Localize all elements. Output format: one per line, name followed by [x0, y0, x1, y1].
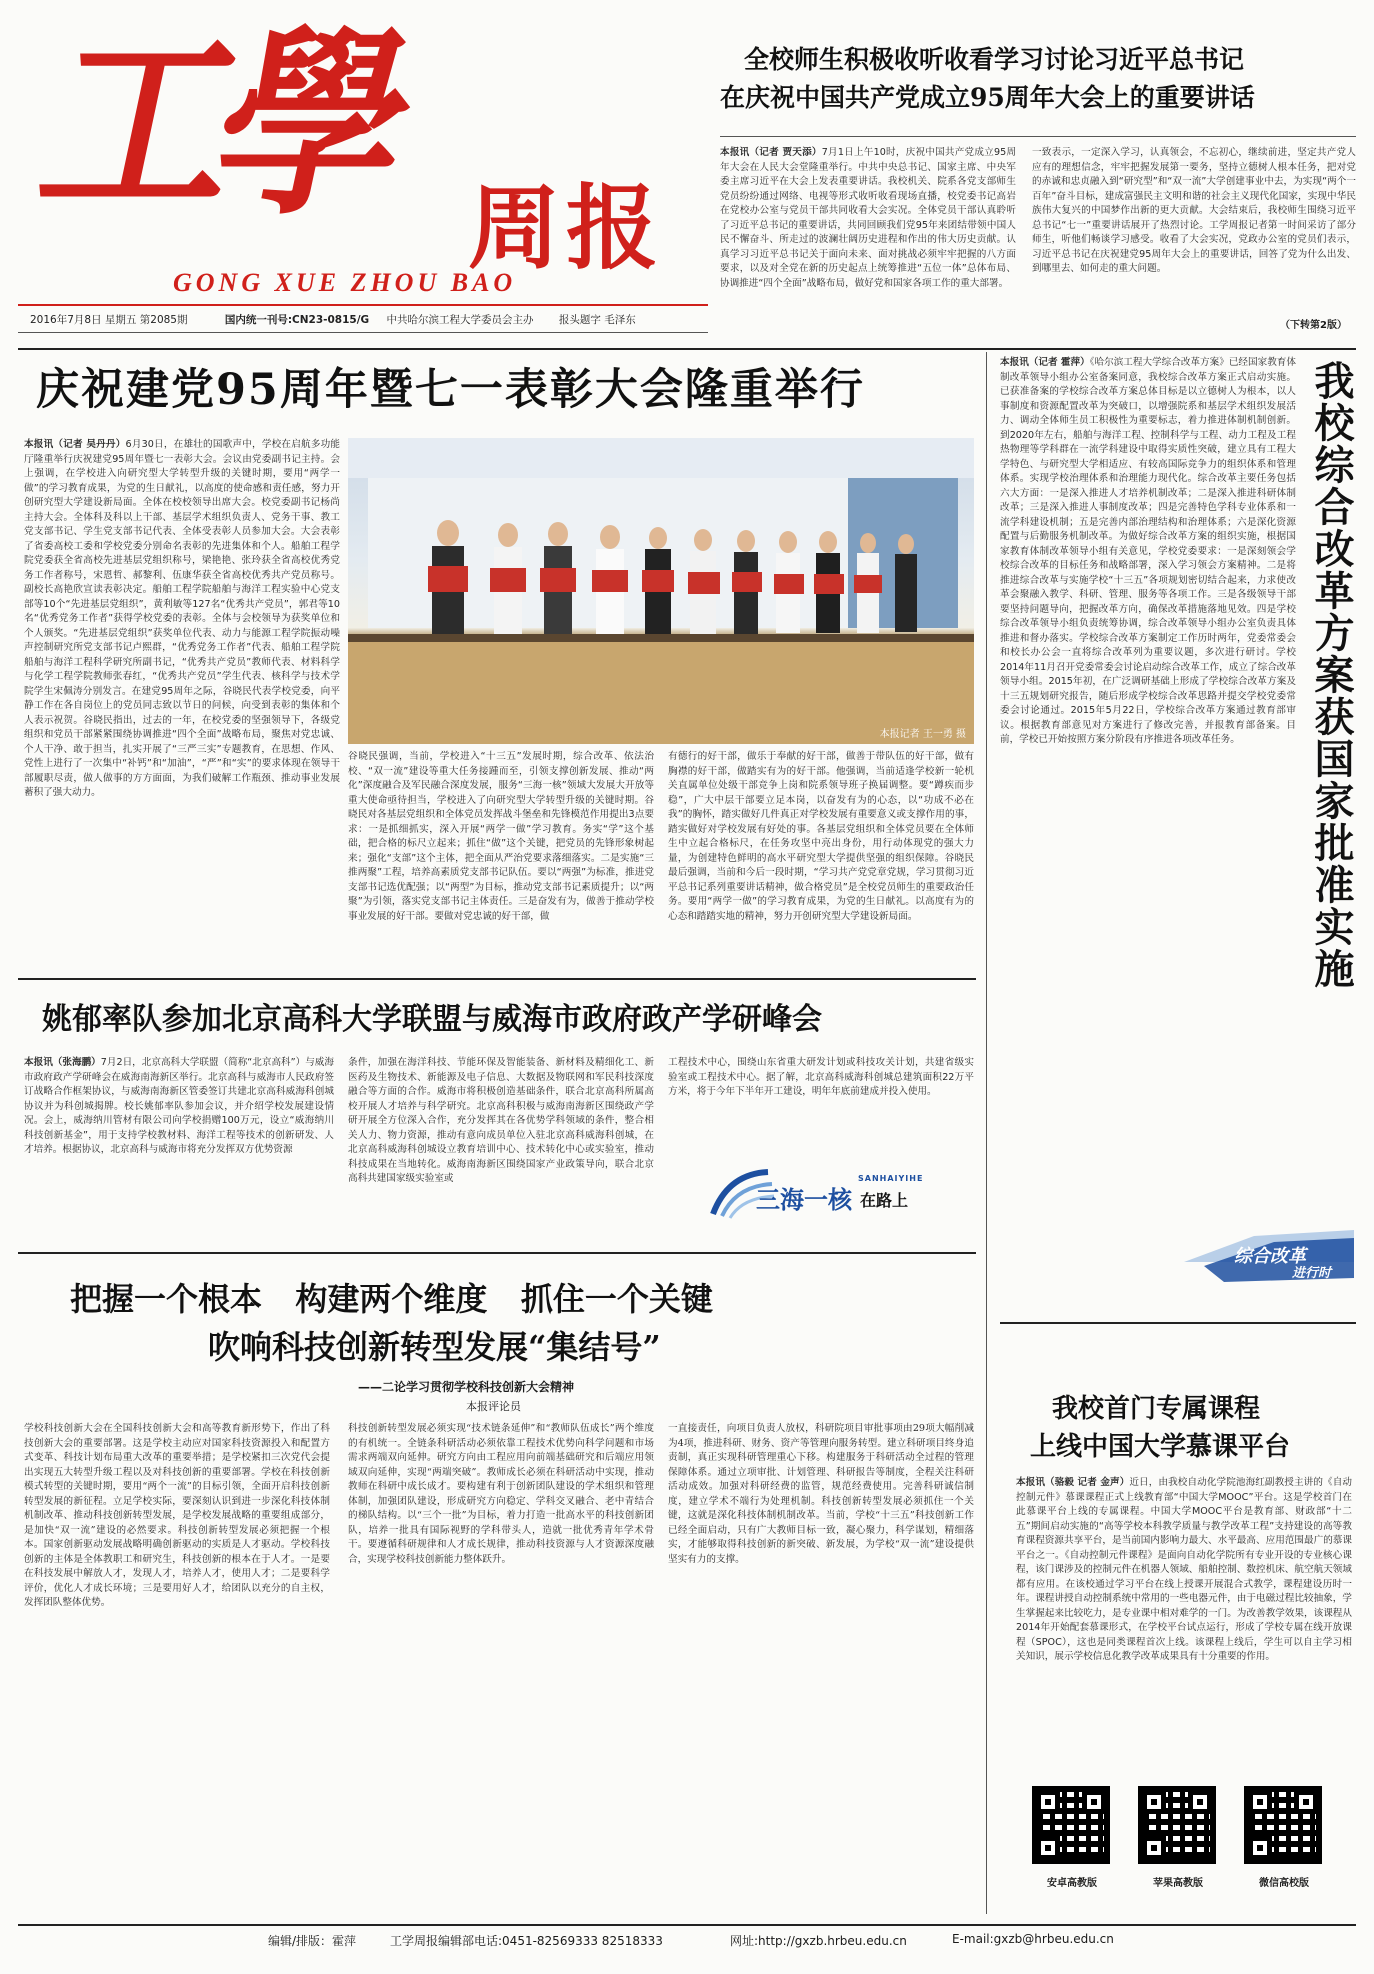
- story-3-col-mid: [348, 1056, 654, 1242]
- story-2-col-right: [668, 750, 974, 968]
- qr-label-android: 安卓高教版: [1047, 1878, 1097, 1889]
- editorial-col-1: [24, 1422, 330, 1912]
- story-3-byline: 本报讯（张海鹏）: [24, 1057, 101, 1068]
- qr-block-wechat[interactable]: [1240, 1786, 1328, 1898]
- story-2-text-left: 6月30日，在雄壮的国歌声中，学校在启航多功能厅隆重举行庆祝建党95周年暨七一表彰大会。会议由党委副书记主持。会上强调，在学校进入向研究型大学转型升级的关键时期，要用“两学一做”的学习教育成果，为党的生日献礼，以高度的使命感和责任感，努力开创研究型大学建设新局面。全体在校校领导出席大会。校党委副书记杨尚主持大会。全体科及科以上干部、基层学术组织负责人、党务干事、教工党支部书记、学生党支部书记代表、全体受表彰人员参加大会。大会表彰了省委高校工委和学校党委分别命名表彰的先进集体和个人。船舶工程学院党委获全省高校先进基层党组织称号，梁艳艳、张玲获全省高校优秀党务工作者称号，宋恩哲、郝黎利、伍康华获全省高校优秀共产党员称号。副校长高艳欣宣读表彰决定。船舶工程学院船舶与海洋工程实验中心党支部等10个“先进基层党组织”，黄利敏等127名“优秀共产党员”，郭君等10名“优秀党务工作者”获得学校党委的表彰。全体与会校领导为获奖单位和个人颁奖。“先进基层党组织”获奖单位代表、动力与能源工程学院振动噪声控制研究所党支部书记卢熙群，“优秀党务工作者”代表、船舶工程学院船舶与海洋工程科学研究所副书记，“优秀共产党员”教师代表、材料科学与化学工程学院教师张春红，“优秀共产党员”学生代表、核科学与技术学院学生宋佩涛分别发言。在建党95周年之际，谷晓民代表学校党委，向平静工作在各自岗位上的党员同志致以节日的问候，向受到表彰的集体和个人表示祝贺。谷晓民指出，过去的一年，在校党委的坚强领导下，各级党组织和党员干部紧紧围绕协调推进“四个全面”战略布局，聚焦对党忠诚、个人干净、敢于担当，扎实开展了“三严三实”专题教育，在思想、作风、党性上进行了一次集中“补钙”和“加油”，“严”和“实”的要求体现在领导干部履职尽责，做人做事的方方面面，为我们破解工作瓶颈、推动事业发展蓄积了强大动力。: [24, 439, 340, 798]
- sidebar-text: [1000, 356, 1296, 1268]
- top-story-rule: [720, 136, 1356, 137]
- mooc-headline-2: 上线中国大学慕课平台: [1030, 1432, 1291, 1462]
- qr-block-ios[interactable]: [1134, 1786, 1222, 1898]
- mooc-story: [1000, 1326, 1356, 1916]
- sidebar-headline: 我校综合改革方案获国家批准实施: [1308, 360, 1355, 990]
- story-2-headline: 庆祝建党95周年暨七一表彰大会隆重举行: [36, 365, 865, 415]
- qr-label-ios: 苹果高教版: [1153, 1878, 1203, 1889]
- top-story-text-2: 一致表示，一定深入学习，认真领会，不忘初心，继续前进，坚定共产党人应有的理想信念，牢牢把握发展第一要务，坚持立德树人根本任务，把对党的赤诚和忠贞融入到“研究型”和“双一流”大学创建事业中去，为实现“两个一百年”奋斗目标，建成富强民主文明和谐的社会主义现代化国家，实现中华民族伟大复兴的中国梦作出新的更大贡献。大会结束后，我校师生围绕习近平总书记“七一”重要讲话展开了热烈讨论。工学周报记者第一时间采访了部分师生，听他们畅谈学习感受。收看了大会实况，党政办公室的党员们表示，习近平总书记在庆祝建党95周年大会上的重要讲话，回答了党为什么出发、到哪里去、如何走的重大问题。: [1032, 147, 1356, 274]
- story-3-text-right: 工程技术中心，围绕山东省重大研发计划或科技攻关计划，共建省级实验室或工程技术中心。据了解，北京高科威海科创城总建筑面积22万平方米，将于今年下半年开工建设，明年年底前建成并投入使用。: [668, 1057, 974, 1097]
- top-story-col-2: [1032, 146, 1356, 306]
- masthead: [18, 7, 708, 338]
- footer: [18, 1932, 1356, 1956]
- top-story-continued: （下转第2版）: [1280, 320, 1347, 331]
- editorial-headline-1: 把握一个根本 构建两个维度 抓住一个关键: [70, 1280, 713, 1318]
- sidebar-vertical-rule: [986, 352, 987, 1914]
- story-3-text-mid: 条件，加强在海洋科技、节能环保及智能装备、新材料及精细化工、新医药及生物技术、新能源及电子信息、大数据及物联网和军民科技深度融合等方面的合作。威海市将积极创造基础条件，联合北京高科所属高校开展人才培养与科学研究。北京高科积极与威海南海新区围绕政产学研开展全方位深入合作，充分发挥其在各优势学科领域的条件，整合相关人力、物力资源，推动有意向成员单位入驻北京高科威海科创城，在北京高科威海科创城设立教育培训中心、技术转化中心或实验室，推动科技成果在当地转化。威海南海新区围绕国家产业政策导向，联合北京高科共建国家级实验室或: [348, 1057, 654, 1184]
- editorial-col-3: [668, 1422, 974, 1912]
- masthead-bottom-rule: [18, 332, 708, 333]
- top-story-text-1: 7月1日上午10时，庆祝中国共产党成立95周年大会在人民大会堂隆重举行。中共中央总书记、国家主席、中央军委主席习近平在大会上发表重要讲话。我校机关、院系各党支部师生党员纷纷通过网络、电视等形式收听收看现场直播，校党委书记高岩在党校办公室与党员干部共同收看大会实况。全体党员干部认真聆听了习近平总书记的重要讲话，共同回顾我们党95年来团结带领中国人民不懈奋斗、所走过的波澜壮阔历史进程和作出的伟大历史贡献。认真学习习近平总书记关于面向未来、面对挑战必须牢牢把握的八方面要求，以及对全党在新的历史起点上统筹推进“五位一体”总体布局、协调推进“四个全面”战略布局，做好党和国家各项工作的重大部署。: [720, 147, 1016, 289]
- photo-credit: 本报记者 王一勇 摄: [879, 729, 966, 740]
- editorial-text-2: 科技创新转型发展必须实现“技术链条延伸”和“教师队伍成长”两个维度的有机统一。全链条科研活动必须依靠工程技术优势向科学问题和市场需求两端双向延伸。研究方向由工程应用向前端基础研究和后端应用领域双向延伸，实现“两端突破”。教师成长必须在科研活动中实现，推动教师在科研中成长成才。要构建有利于创新团队建设的学术组织和管理体制，加强团队建设，形成研究方向稳定、学科交叉融合、老中青结合的梯队结构。以“三个一批”为目标，着力打造一批高水平的科技创新团队，培养一批具有国际视野的学科带头人，造就一批优秀青年学术骨干。要遵循科研规律和人才成长规律，推动科技资源与人才资源深度融合，实现学校科技创新能力整体跃升。: [348, 1423, 654, 1565]
- story-3-headline: 姚郁率队参加北京高科大学联盟与威海市政府政产学研峰会: [42, 1002, 822, 1037]
- footer-email[interactable]: E-mail:gxzb@hrbeu.edu.cn: [952, 1932, 1114, 1946]
- editorial-subhead: ——二论学习贯彻学校科技创新大会精神: [358, 1380, 575, 1394]
- qr-code-icon: [1138, 1786, 1216, 1864]
- cn-line: 国内统一刊号:CN23-0815/G: [224, 314, 370, 326]
- editorial: [18, 1256, 976, 1916]
- story-3-text-left: 7月2日，北京高科大学联盟（简称“北京高科”）与威海市政府政产学研峰会在威海南海新区举行。北京高科与威海市人民政府签订战略合作框架协议，与威海南海新区管委签订共建北京高科威海科创城协议并为科创城揭牌。校长姚郁率队参加会议，并介绍学校发展建设情况。会上，威海纳川管材有限公司向学校捐赠100万元，设立“威海纳川科技创新基金”，用于支持学校教材料、海洋工程等技术的创新研发、人才培养。根据协议，北京高科与威海市将充分发挥双方优势资源: [24, 1057, 334, 1155]
- ceremony-photo-illustration: [348, 438, 974, 744]
- footer-website[interactable]: 网址:http://gxzb.hrbeu.edu.cn: [730, 1934, 907, 1948]
- editorial-author: 本报评论员: [466, 1400, 521, 1413]
- qr-block-android[interactable]: [1028, 1786, 1116, 1898]
- sidebar: [1000, 356, 1356, 1316]
- story-2-text-mid: 谷晓民强调，当前，学校进入“十三五”发展时期，综合改革、依法治校、“双一流”建设等重大任务接踵而至，引领支撑创新发展、推动“两化”深度融合及军民融合深度发展，服务“三海一核”领域大发展大开放等重大使命亟待担当，学校进入了向研究型大学转型升级的关键时期。谷晓民对各基层党组织和全体党员发挥战斗堡垒和先锋模范作用提出3点要求：一是抓细抓实，深入开展“两学一做”学习教育。务实“学”这个基础，把合格的标尺立起来；抓住“做”这个关键，把党员的先锋形象树起来；强化“支部”这个主体，把全面从严治党要求落细落实。二是实施“三推两聚”工程，培养高素质党支部书记队伍。要以“两强”为标准，推进党支部书记选优配强；以“两型”为目标，推动党支部书记素质提升；以“两聚”为引领，落实党支部书记主体责任。三是奋发有为，做善于推动学校事业发展的好干部。要做对党忠诚的好干部，做: [348, 751, 654, 922]
- reform-logo-text: 综合改革: [1234, 1246, 1306, 1267]
- sanhaiyihe-logo: [708, 1160, 948, 1230]
- mooc-headline-1: 我校首门专属课程: [1052, 1394, 1261, 1424]
- top-story-headline-2: 在庆祝中国共产党成立95周年大会上的重要讲话: [720, 83, 1255, 112]
- story-3-col-right: [668, 1056, 974, 1142]
- sanhaiyihe-pinyin: SANHAIYIHE: [858, 1174, 924, 1183]
- masthead-rule: [18, 304, 708, 306]
- editorial-col-2: [348, 1422, 654, 1912]
- story-2-col-left: [24, 438, 340, 968]
- top-story-col-1: [720, 146, 1016, 322]
- qr-label-wechat: 微信高校版: [1259, 1878, 1309, 1889]
- mooc-text: [1016, 1476, 1352, 1774]
- editorial-text-3: 一直接责任，向项目负责人放权，科研院项目审批事项由29项大幅削减为4项，推进科研、财务、资产等管理向服务转型。建立科研项目终身追责制，真正实现科研管理重心下移。构建服务于科研活动全过程的管理保障体系。通过立项审批、计划管理、科研报告等制度，全程关注科研活动成效。加强对科研经费的监管，规范经费使用。完善科研诚信制度，建立学术不端行为处理机制。科技创新转型发展必须抓住一个关键，这就是深化科技体制机制改革。当前，学校“十三五”科技创新工作已经全面启动，只有广大教师目标一致，凝心聚力，科学谋划，精细落实，才能够取得科技创新的新突破、新发展，为学校“双一流”建设提供坚实有力的支撑。: [668, 1423, 974, 1565]
- footer-phone: 工学周报编辑部电话:0451-82569333 82518333: [390, 1934, 663, 1948]
- mooc-byline: 本报讯（骆毅 记者 金声）: [1016, 1477, 1130, 1488]
- reform-logo-sub: 进行时: [1292, 1266, 1332, 1281]
- story-3-col-left: [24, 1056, 334, 1242]
- divider-3: [18, 1252, 976, 1254]
- top-story-byline: 本报讯（记者 贾天添）: [720, 147, 822, 158]
- reform-logo: [1184, 1222, 1354, 1288]
- footer-rule: [18, 1924, 1356, 1926]
- masthead-logo: 工學: [23, 7, 418, 242]
- sidebar-byline: 本报讯（记者 霍萍）: [1000, 357, 1090, 368]
- qr-code-icon: [1032, 1786, 1110, 1864]
- top-story-headline-1: 全校师生积极收听收看学习讨论习近平总书记: [744, 45, 1245, 74]
- qr-code-icon: [1244, 1786, 1322, 1864]
- footer-editor: 编辑/排版：霍萍: [268, 1934, 357, 1948]
- editorial-text-1: 学校科技创新大会在全国科技创新大会和高等教育新形势下，作出了科技创新大会的重要部署。这是学校主动应对国家科技资源投入和配置方式变革、科技计划布局重大改革的重要举措；是学校紧扣三次党代会提出实现五大转型升级工程以及对科技创新的重要部署。学校在科技创新模式转型的关键时期，要用“两个一流”的目标引领，全面开启科技创新转型发展的新征程。立足学校实际，要深刻认识到进一步深化科技体制机制改革、推动科技创新转型发展，是学校发展战略的重要组成部分，是加快“双一流”建设的必然要求。科技创新转型发展必须把握一个根本。国家创新驱动发展战略明确创新驱动的实质是人才驱动。学校科技创新的主体是全体教职工和研究生，科技创新的根本在于人才。一是要在科技发展中解放人才，发现人才，培养人才，使用人才；二是要科学评价，优化人才成长环境；三是要用好人才，给团队以充分的自主权，发挥团队整体优势。: [24, 1423, 330, 1608]
- divider-2: [18, 978, 976, 980]
- masthead-subtitle: 周报: [468, 175, 665, 282]
- sanhaiyihe-sub: 在路上: [860, 1191, 909, 1210]
- story-3: [18, 984, 976, 1246]
- ceremony-photo: [348, 438, 974, 744]
- story-2-byline: 本报讯（记者 吴丹丹）: [24, 439, 126, 450]
- inscription: 报头题字 毛泽东: [558, 314, 636, 326]
- sidebar-body: 《哈尔滨工程大学综合改革方案》已经国家教育体制改革领导小组办公室备案同意，我校综合改革方案正式启动实施。已获准备案的学校综合改革方案总体目标是以立德树人为根本，以人事制度和资源配置改革为突破口，以增强院系和基层学术组织发展活力、调动全体师生员工积极性为重要标志，着力推进体制机制创新。到2020年左右，船舶与海洋工程、控制科学与工程、动力工程及工程热物理等学科群在一流学科建设中取得实质性突破，建立具有工程大学特色、与研究型大学相适应、有较高国际竞争力的组织体系和管理体系。实现学校治理体系和治理能力现代化。综合改革主要任务包括六大方面：一是深入推进人才培养机制改革；二是深入推进科研体制改革；三是深入推进人事制度改革；四是完善特色学科专业体系和一流学科建设机制；五是完善内部治理结构和治理体系；六是深化资源配置与后勤服务机制改革。为做好综合改革方案的组织实施，根据国家教育体制改革领导小组有关意见，学校党委要求：一是深刻领会学校综合改革的目标任务和战略部署，深入学习领会方案精神。二是将推进综合改革与实施学校“十三五”各项规划密切结合起来，力求使改革会聚融入教学、科研、管理、服务等各项工作。三是各级领导干部要坚持问题导向，把握改革方向，确保改革措施落地见效。四是学校综合改革领导小组负责统筹协调，综合改革领导小组办公室负责具体推进和督办落实。学校综合改革方案制定工作历时两年，党委常委会和校长办公会一直将综合改革列为重要议题，多次进行研讨。学校2014年11月召开党委常委会讨论启动综合改革工作，成立了综合改革领导小组。2015年初，在广泛调研基础上形成了学校综合改革方案及十三五规划研究报告，随后形成学校综合改革思路并提交学校党委常委会讨论通过。2015年5月22日，学校综合改革方案通过教育部审议。根据教育部意见对方案进行了修改完善，并报教育部备案。目前，学校已开始按照方案分阶段有序推进各项改革任务。: [1000, 357, 1296, 745]
- date-line: 2016年7月8日 星期五 第2085期: [30, 314, 188, 326]
- divider-1: [18, 348, 1356, 350]
- mooc-body: 近日，由我校自动化学院池海红副教授主讲的《自动控制元件》慕课课程正式上线教育部“中国大学MOOC”平台。这是学校首门在此慕课平台上线的专属课程。中国大学MOOC平台是教育部、财政部“十二五”期间启动实施的“高等学校本科教学质量与教学改革工程”支持建设的高等教育课程资源共享平台，是当前国内影响力最大、水平最高、应用范围最广的慕课平台之一。《自动控制元件课程》是面向自动化学院所有专业开设的专业核心课程，该门课涉及的控制元件在机器人领域、船舶控制、数控机床、航空航天领域都有应用。在该校通过学习平台在线上授课开展混合式教学，课程建设历时一年。课程讲授自动控制系统中常用的一些电器元件，由于电磁过程比较抽象，学生掌握起来比较吃力，是专业课中相对难学的一门。为改善教学效果，该课程从2014年开始配套慕课形式，在学校平台试点运行，形成了学校专属在线开放课程（SPOC），这也是同类课程首次上线。该课程上线后，学生可以自主学习相关知识，展示学校信息化教学改革成果具有十分重要的作用。: [1016, 1477, 1352, 1662]
- sanhaiyihe-text: 三海一核: [756, 1186, 852, 1214]
- story-2-col-mid: [348, 750, 654, 968]
- story-2-text-right: 有德行的好干部，做乐于奉献的好干部，做善于带队伍的好干部，做有胸襟的好干部，做踏实有为的好干部。他强调，当前适逢学校新一轮机关直属单位处级干部竞争上岗和院系领导班子换届调整。要“蹲疾而步稳”，广大中层干部要立足本岗，以奋发有为的心态，以“功成不必在我”的胸怀，踏实做好几件真正对学校发展有重要意义或支撑作用的事，踏实做好对学校发展有好处的事。各基层党组织和全体党员要在全体师生中立起合格标尺，在任务攻坚中亮出身份，用行动体现党的强大力量，为创建特色鲜明的高水平研究型大学提供坚强的组织保障。谷晓民最后强调，当前和今后一段时期，“学习共产党党章党规，学习贯彻习近平总书记系列重要讲话精神，做合格党员”是全校党员师生的重要政治任务。要用“两学一做”的学习教育成果，为党的生日献礼。以高度有为的心态和踏踏实地的精神，努力开创研究型大学建设新局面。: [668, 751, 974, 922]
- masthead-date-line: [30, 312, 720, 327]
- story-2: [18, 352, 976, 972]
- sponsor: 中共哈尔滨工程大学委员会主办: [386, 314, 534, 326]
- divider-4: [1000, 1322, 1356, 1324]
- masthead-pinyin: GONG XUE ZHOU BAO: [173, 268, 517, 297]
- top-story: [720, 40, 1356, 338]
- editorial-headline-2: 吹响科技创新转型发展“集结号”: [208, 1328, 661, 1366]
